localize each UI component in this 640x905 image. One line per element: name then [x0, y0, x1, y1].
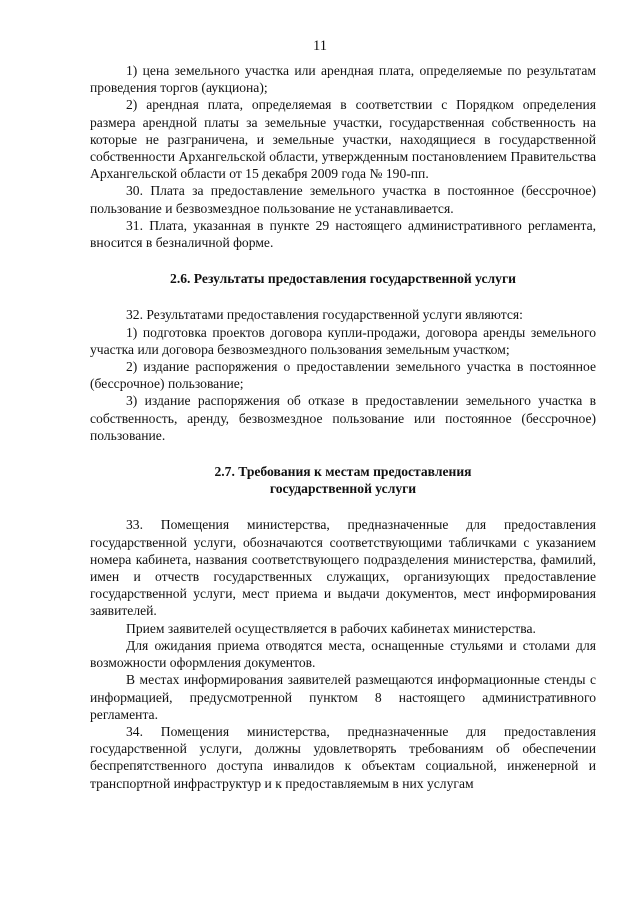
paragraph-32-item-2: 2) издание распоряжения о предоставлении земельного участка в постоянное (бессрочное) пользование; — [90, 359, 596, 392]
spacer — [90, 287, 596, 306]
paragraph-31: 31. Плата, указанная в пункте 29 настоящего административного регламента, вносится в безналичной форме. — [90, 217, 596, 251]
paragraph-34: 34. Помещения министерства, предназначенные для предоставления государственной услуги, должны удовлетворять требованиям об обеспечении беспрепятственного доступа инвалидов к объектам социальной, инженерной и транспортной инфраструктур и к предоставляемым в них услугам — [90, 723, 596, 791]
paragraph-reception: Прием заявителей осуществляется в рабочих кабинетах министерства. — [126, 620, 536, 636]
paragraph-info-stands: В местах информирования заявителей размещаются информационные стенды с информацией, предусмотренной пунктом 8 настоящего административного регламента. — [90, 672, 596, 722]
page-number: 11 — [313, 38, 327, 54]
section-heading-2-7-line2: государственной услуги — [269, 481, 417, 497]
paragraph-33: 33. Помещения министерства, предназначенные для предоставления государственной услуги, обозначаются соответствующими табличками с указанием номера кабинета, названия соответствующего подразделения министерства, фамилий, имен и отчеств государственных служащих, организующих предоставление государственной услуги, мест приема и выдачи документов, мест информирования заявителей. — [90, 517, 596, 619]
spacer — [90, 497, 596, 516]
spacer — [90, 444, 596, 463]
section-heading-2-7-line1: 2.7. Требования к местам предоставления — [214, 464, 472, 480]
section-heading-2-6: 2.6. Результаты предоставления государственной услуги — [170, 271, 516, 287]
paragraph-30: 30. Плата за предоставление земельного участка в постоянное (бессрочное) пользование и безвозмездное пользование не устанавливается. — [90, 183, 596, 216]
paragraph-item-2: 2) арендная плата, определяемая в соответствии с Порядком определения размера арендной платы за земельные участки, государственная собственность на которые не разграничена, и земельные участки, находящиеся в государственной собственности Архангельской области, утвержденным постановлением Правительства Архангельской области от 15 декабря 2009 года № 190-пп. — [90, 97, 596, 182]
document-body — [90, 62, 596, 792]
paragraph-item-1: 1) цена земельного участка или арендная плата, определяемые по результатам проведения торгов (аукциона); — [90, 63, 596, 96]
spacer — [90, 251, 596, 270]
paragraph-32-item-1: 1) подготовка проектов договора купли-продажи, договора аренды земельного участка или договора безвозмездного пользования земельным участком; — [90, 324, 596, 357]
paragraph-32-item-3: 3) издание распоряжения об отказе в предоставлении земельного участка в собственность, аренду, безвозмездное пользование или постоянное (бессрочное) пользование. — [90, 393, 596, 443]
paragraph-waiting: Для ожидания приема отводятся места, оснащенные стульями и столами для возможности оформления документов. — [90, 637, 596, 671]
paragraph-32: 32. Результатами предоставления государственной услуги являются: — [126, 307, 523, 323]
